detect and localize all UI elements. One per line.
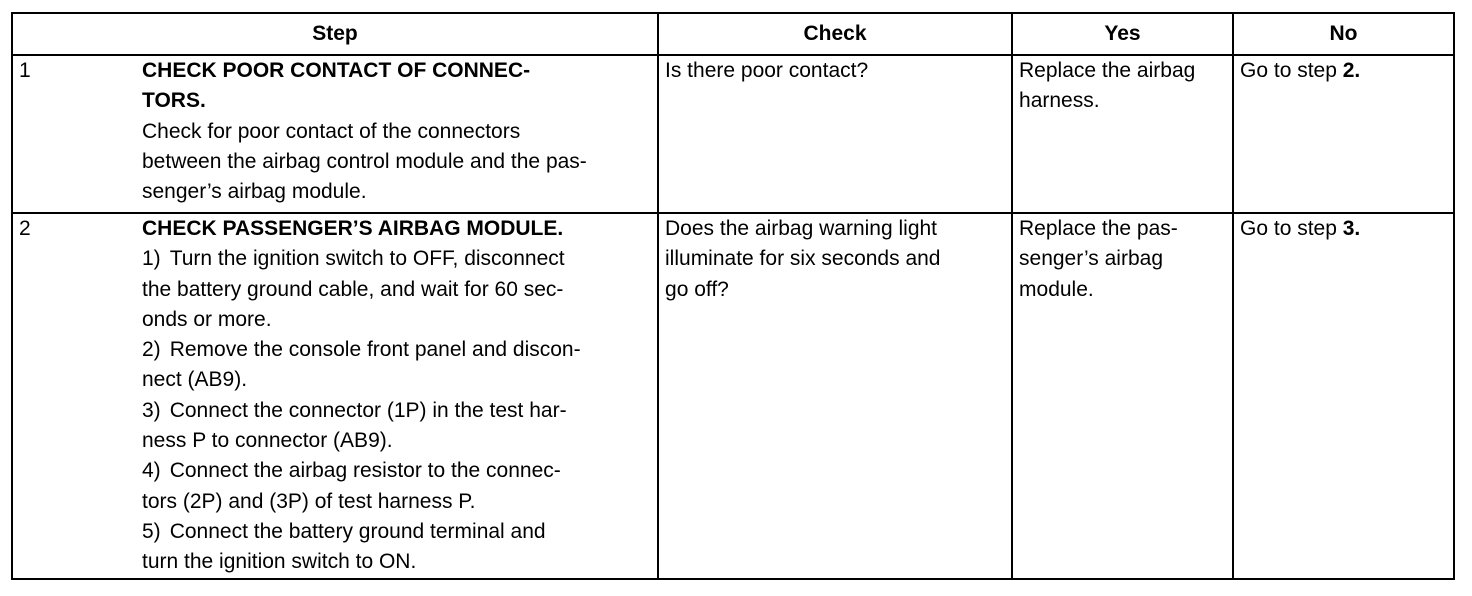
substep: 5) Connect the battery ground terminal and turn the ignition switch to ON. [142, 519, 546, 574]
check-text: Is there poor contact? [665, 59, 869, 82]
no-step-ref: 3. [1342, 217, 1361, 240]
yes-cell [1012, 55, 1233, 213]
substep: 2) Remove the console front panel and discon- nect (AB9). [142, 338, 581, 392]
check-text-line: go off? [665, 277, 729, 301]
check-cell [658, 55, 1012, 213]
no-cell [1233, 213, 1454, 579]
check-text-line: illuminate for six seconds and [665, 247, 941, 271]
substep: 3) Connect the connector (1P) in the test har- ness P to connector (AB9). [142, 398, 567, 453]
check-cell [658, 213, 1012, 579]
diagnostic-table [11, 12, 1455, 580]
yes-text-line: Replace the airbag [1019, 59, 1196, 82]
yes-text-line: module. [1019, 277, 1094, 301]
step-text-line: Check for poor contact of the connectors [142, 119, 521, 143]
table-row [12, 213, 1454, 579]
table-row [12, 55, 1454, 213]
check-text-line: Does the airbag warning light [665, 217, 938, 240]
substep: 1) Turn the ignition switch to OFF, disconnect the battery ground cable, and wait for 60 sec- onds or more. [142, 247, 565, 331]
header-check: Check [658, 13, 1012, 55]
step-cell [136, 213, 658, 579]
no-text: Go to step [1240, 217, 1343, 240]
step-number: 1 [12, 55, 136, 213]
step-title: CHECK PASSENGER’S AIRBAG MODULE. [142, 217, 564, 240]
diagnostic-procedure-page [11, 12, 1453, 585]
step-number: 2 [12, 213, 136, 579]
yes-cell [1012, 213, 1233, 579]
table-header-row [12, 13, 1454, 55]
step-text-line: senger’s airbag module. [142, 180, 367, 204]
yes-text-line: Replace the pas- [1019, 217, 1178, 240]
step-title: CHECK POOR CONTACT OF CONNEC- TORS. [142, 59, 531, 113]
yes-text-line: harness. [1019, 89, 1100, 113]
header-step: Step [12, 13, 658, 55]
header-no: No [1233, 13, 1454, 55]
step-text-line: between the airbag control module and the pas- [142, 149, 587, 173]
no-text: Go to step [1240, 59, 1343, 82]
substep: 4) Connect the airbag resistor to the connec- tors (2P) and (3P) of test harness P. [142, 459, 561, 513]
no-cell [1233, 55, 1454, 213]
yes-text-line: senger’s airbag [1019, 247, 1164, 271]
step-cell [136, 55, 658, 213]
no-step-ref: 2. [1342, 59, 1361, 82]
header-yes: Yes [1012, 13, 1233, 55]
